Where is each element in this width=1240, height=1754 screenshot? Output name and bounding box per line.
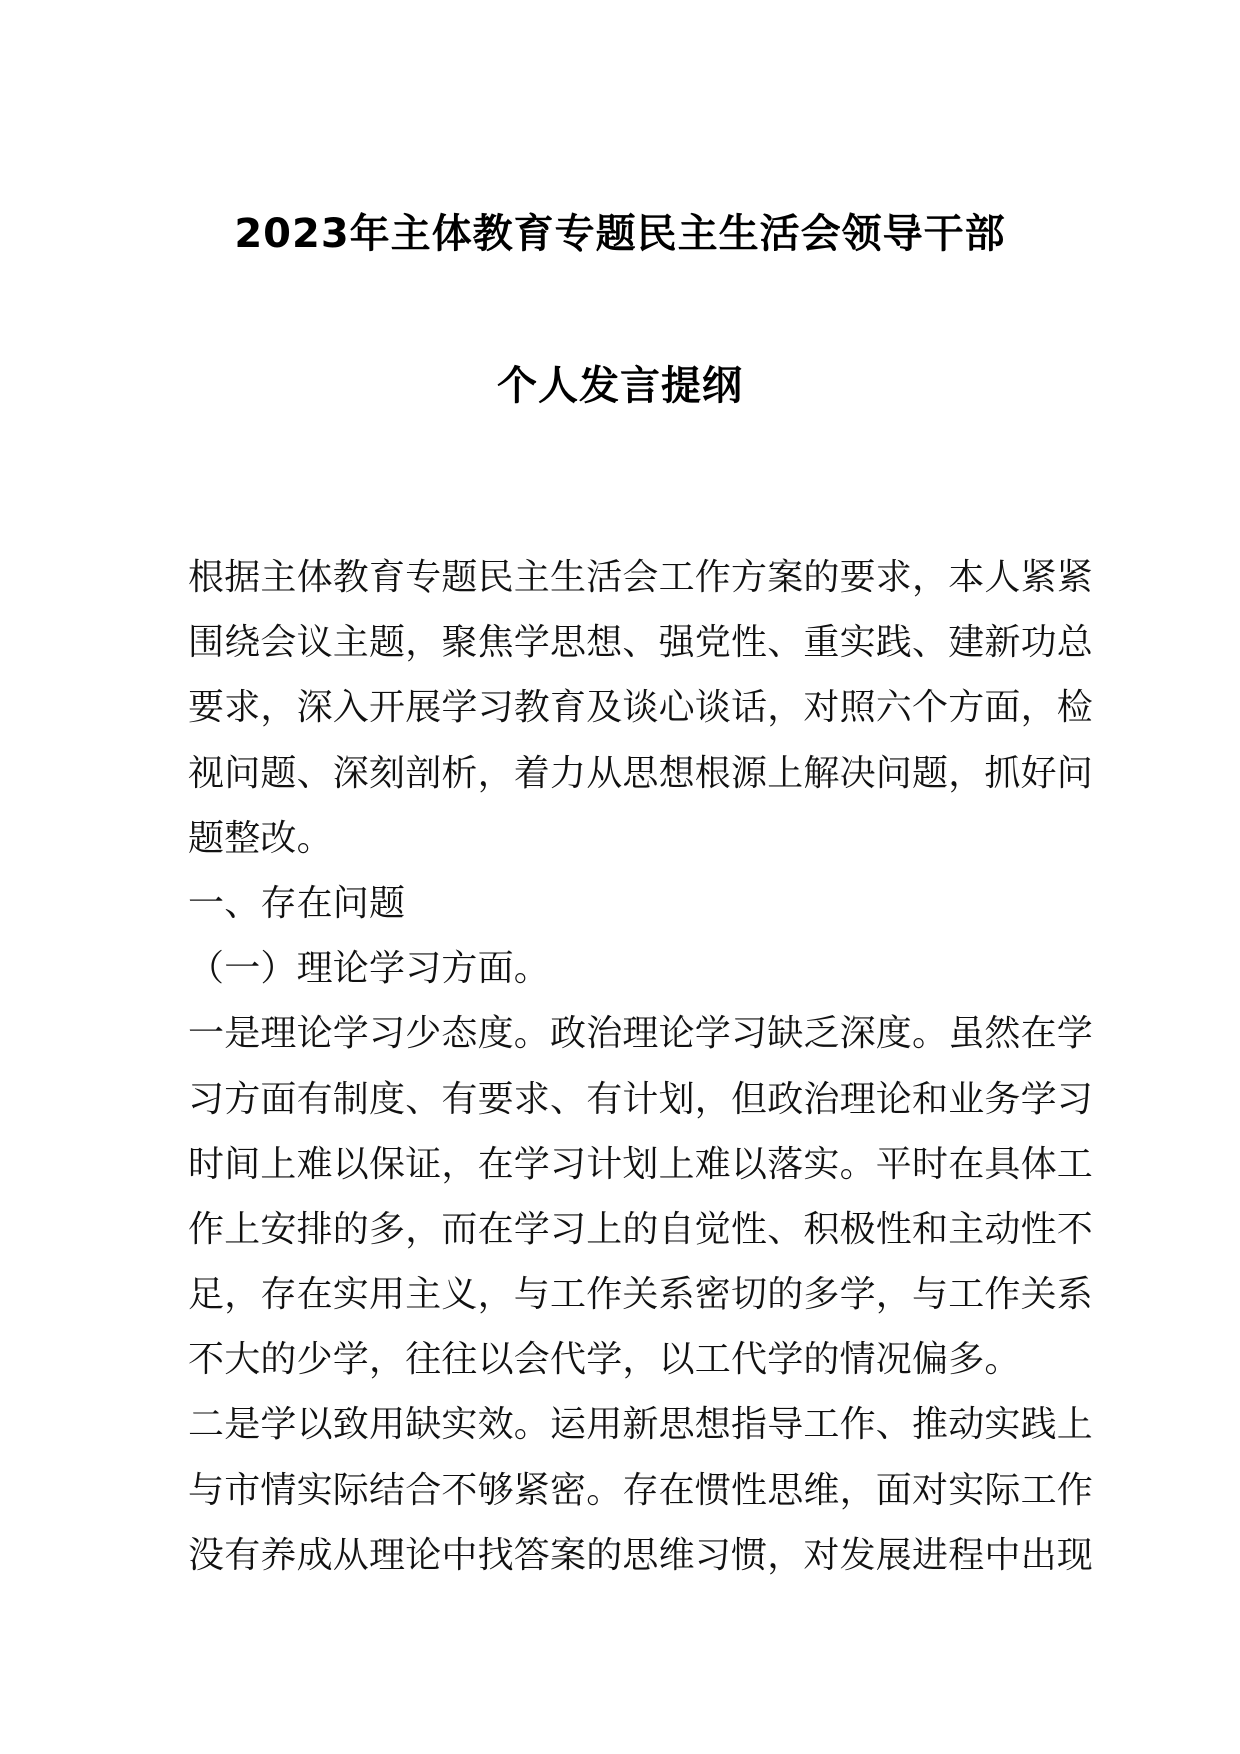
body-line: 足，存在实用主义，与工作关系密切的多学，与工作关系 — [188, 1274, 1094, 1316]
body-line: 一是理论学习少态度。政治理论学习缺乏深度。虽然在学 — [188, 1013, 1094, 1055]
body-line: 不大的少学，往往以会代学，以工代学的情况偏多。 — [188, 1339, 1021, 1381]
body-line: 时间上难以保证，在学习计划上难以落实。平时在具体工 — [188, 1143, 1094, 1185]
body-line: 围绕会议主题，聚焦学思想、强党性、重实践、建新功总 — [188, 622, 1094, 664]
body-line: 没有养成从理论中找答案的思维习惯，对发展进程中出现 — [188, 1534, 1094, 1576]
body-line: 视问题、深刻剖析，着力从思想根源上解决问题，抓好问 — [188, 752, 1094, 794]
body-line: 作上安排的多，而在学习上的自觉性、积极性和主动性不 — [188, 1208, 1094, 1250]
body-line: 与市情实际结合不够紧密。存在惯性思维，面对实际工作 — [188, 1469, 1094, 1511]
body-line: 根据主体教育专题民主生活会工作方案的要求，本人紧紧 — [188, 557, 1094, 598]
document-title-line-2: 个人发言提纲 — [497, 363, 743, 409]
body-line: 习方面有制度、有要求、有计划，但政治理论和业务学习 — [188, 1078, 1094, 1120]
document-title-line-1: 2023年主体教育专题民主生活会领导干部 — [234, 211, 1006, 257]
section-heading: 一、存在问题 — [188, 882, 406, 924]
body-line: 题整改。 — [188, 817, 333, 859]
body-line: 二是学以致用缺实效。运用新思想指导工作、推动实践上 — [188, 1404, 1094, 1446]
document-body — [188, 545, 1094, 1588]
body-line: 要求，深入开展学习教育及谈心谈话，对照六个方面，检 — [188, 687, 1094, 729]
subsection-heading: （一）理论学习方面。 — [188, 948, 551, 990]
